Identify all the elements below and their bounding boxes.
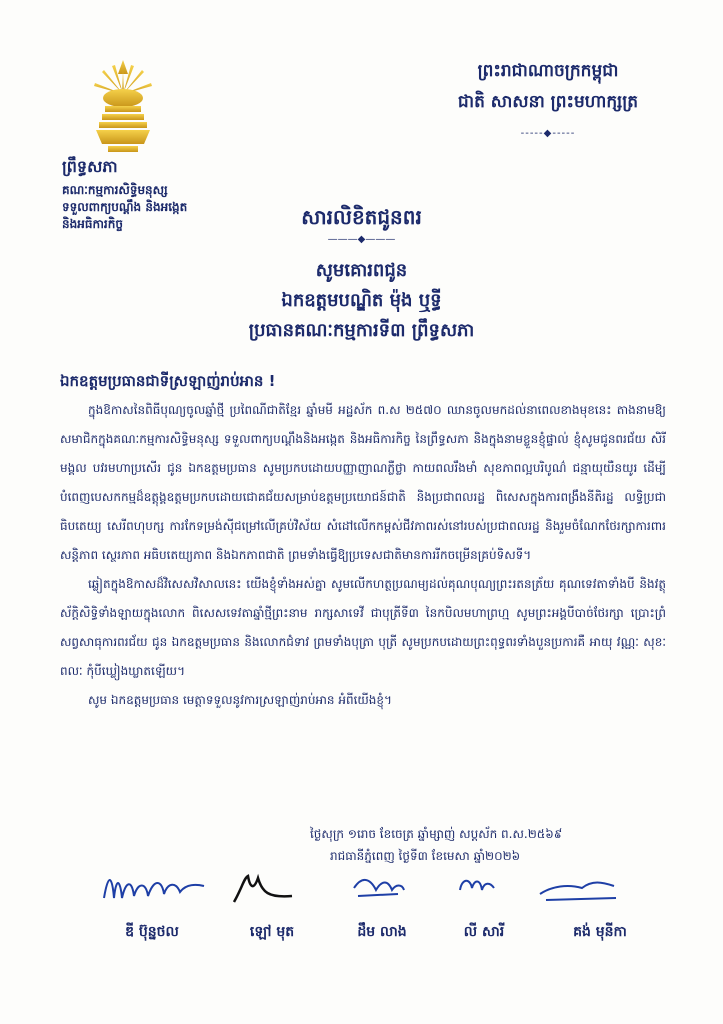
signature-4 bbox=[452, 868, 500, 908]
royal-emblem-icon bbox=[88, 56, 158, 156]
signatory-name-2: ឡៅ មុត bbox=[249, 924, 295, 940]
addressee-line-1: សូមគោរពជូន bbox=[315, 260, 408, 281]
signatory-name-5: គង់ មុនីកា bbox=[573, 924, 627, 940]
org-line-1: គណៈកម្មការសិទ្ធិមនុស្ស bbox=[62, 183, 168, 197]
date-line-2: រាជធានីភ្នំពេញ ថ្ងៃទី៣ ខែមេសា ឆ្នាំ២០២៦ bbox=[330, 849, 521, 863]
motto-line: ជាតិ សាសនា ព្រះមហាក្សត្រ bbox=[457, 92, 639, 112]
date-line-1: ថ្ងៃសុក្រ ១រោច ខែចេត្រ ឆ្នាំម្សាញ់ សប្តស័ក ព.ស.២៥៦៩ bbox=[310, 827, 563, 841]
greeting: ឯកឧត្តមប្រធានជាទីស្រឡាញ់រាប់អាន ! bbox=[60, 372, 276, 390]
letter-title: សារលិខិតជូនពរ bbox=[301, 205, 422, 229]
org-name: ព្រឹទ្ធសភា bbox=[62, 157, 118, 176]
paragraph-2: ឆ្លៀតក្នុងឱកាសដ៏វិសេសវិសាលនេះ យើងខ្ញុំទាំងអស់គ្នា សូមលើកហត្ថប្រណម្យដល់គុណបុណ្យព្រះរតនត្រ័យ គុណទេវតាទាំងបី និងវត្ថុស័ក្តិសិទ្ធិទាំងឡាយក្នុងលោក ពិសេសទេវតាឆ្នាំថ្មីព្រះនាម រាក្សសាទេវី ជាបុត្រីទី៣ នៃកបិលមហាព្រហ្ម សូមព្រះអង្គបីបាច់ថែរក្សា ប្រោះព្រំសព្វសាធុការពរជ័យ ជូន ឯកឧត្តមប្រធាន និងលោកជំទាវ ព្រមទាំងបុត្រា បុត្រី សូមប្រកបដោយព្រះពុទ្ធពរទាំងបួនប្រការគឺ អាយុ វណ្ណៈ សុខៈ ពលៈ កុំបីឃ្លៀងឃ្លាតឡើយ។ bbox=[60, 577, 666, 678]
signatory-name-3: ដឹម លាង bbox=[357, 924, 407, 940]
signatory-name-1: ឌី ប៊ុន្នថល bbox=[125, 924, 179, 940]
addressee-line-3: ប្រធានគណៈកម្មការទី៣ ព្រឹទ្ធសភា bbox=[248, 320, 475, 341]
title-ornament: ———◆——— bbox=[327, 234, 396, 245]
national-motto bbox=[433, 60, 663, 139]
org-line-2: ទទួលពាក្យបណ្តឹង និងអង្កេត bbox=[62, 200, 188, 214]
closing-paragraph: សូម ឯកឧត្តមប្រធាន មេត្តាទទួលនូវការស្រឡាញ់រាប់អាន អំពីយើងខ្ញុំ។ bbox=[88, 693, 392, 707]
addressee-line-2: ឯកឧត្តមបណ្ឌិត ម៉ុង ឬទ្ធី bbox=[281, 290, 442, 311]
signature-2 bbox=[228, 868, 298, 908]
signature-5 bbox=[532, 868, 622, 908]
paragraph-1: ក្នុងឱកាសនៃពិធីបុណ្យចូលឆ្នាំថ្មី ប្រពៃណីជាតិខ្មែរ ឆ្នាំមមី អដ្ឋស័ក ព.ស ២៥៧០ ឈានចូលមកដល់នាពេលខាងមុខនេះ តាងនាមឱ្យសមាជិកក្នុងគណៈកម្មការសិទ្ធិមនុស្ស ទទួលពាក្យបណ្តឹងនិងអង្កេត និងអធិការកិច្ច នៃព្រឹទ្ធសភា និងក្នុងនាមខ្លួនខ្ញុំផ្ទាល់ ខ្ញុំសូមជូនពរជ័យ សិរីមង្គល បវរមហាប្រសើរ ជូន ឯកឧត្តមប្រធាន សូមប្រកបដោយបញ្ញាញាណភ្លឺថ្លា កាយពលរឹងមាំ សុខភាពល្អបរិបូណ៌ ជន្មាយុយឺនយូរ ដើម្បីបំពេញបេសកកម្មដ៏ឧត្តុង្គឧត្តមប្រកបដោយជោគជ័យសម្រាប់ឧត្តមប្រយោជន៍ជាតិ និងប្រជាពលរដ្ឋ ពិសេសក្នុងការពង្រឹងនីតិរដ្ឋ លទ្ធិប្រជាធិបតេយ្យ សេរីពហុបក្ស ការកែទម្រង់ស៊ីជម្រៅលើគ្រប់វិស័យ សំដៅលើកកម្ពស់ជីវភាពរស់នៅរបស់ប្រជាពលរដ្ឋ និងរួមចំណែកថែរក្សាការពារ សន្តិភាព ស្ថេរភាព អធិបតេយ្យភាព និងឯកភាពជាតិ ព្រមទាំងធ្វើឱ្យប្រទេសជាតិមានការរីកចម្រើនគ្រប់ទិសទី។ bbox=[60, 403, 666, 562]
motto-ornament: -----◆----- bbox=[520, 128, 576, 139]
signatory-name-4: លី សារី bbox=[463, 924, 505, 940]
kingdom-line: ព្រះរាជាណាចក្រកម្ពុជា bbox=[477, 61, 619, 81]
org-line-3: និងអធិការកិច្ច bbox=[62, 217, 123, 231]
signature-1 bbox=[98, 868, 210, 908]
signature-3 bbox=[348, 868, 408, 908]
letter-body bbox=[60, 396, 666, 715]
